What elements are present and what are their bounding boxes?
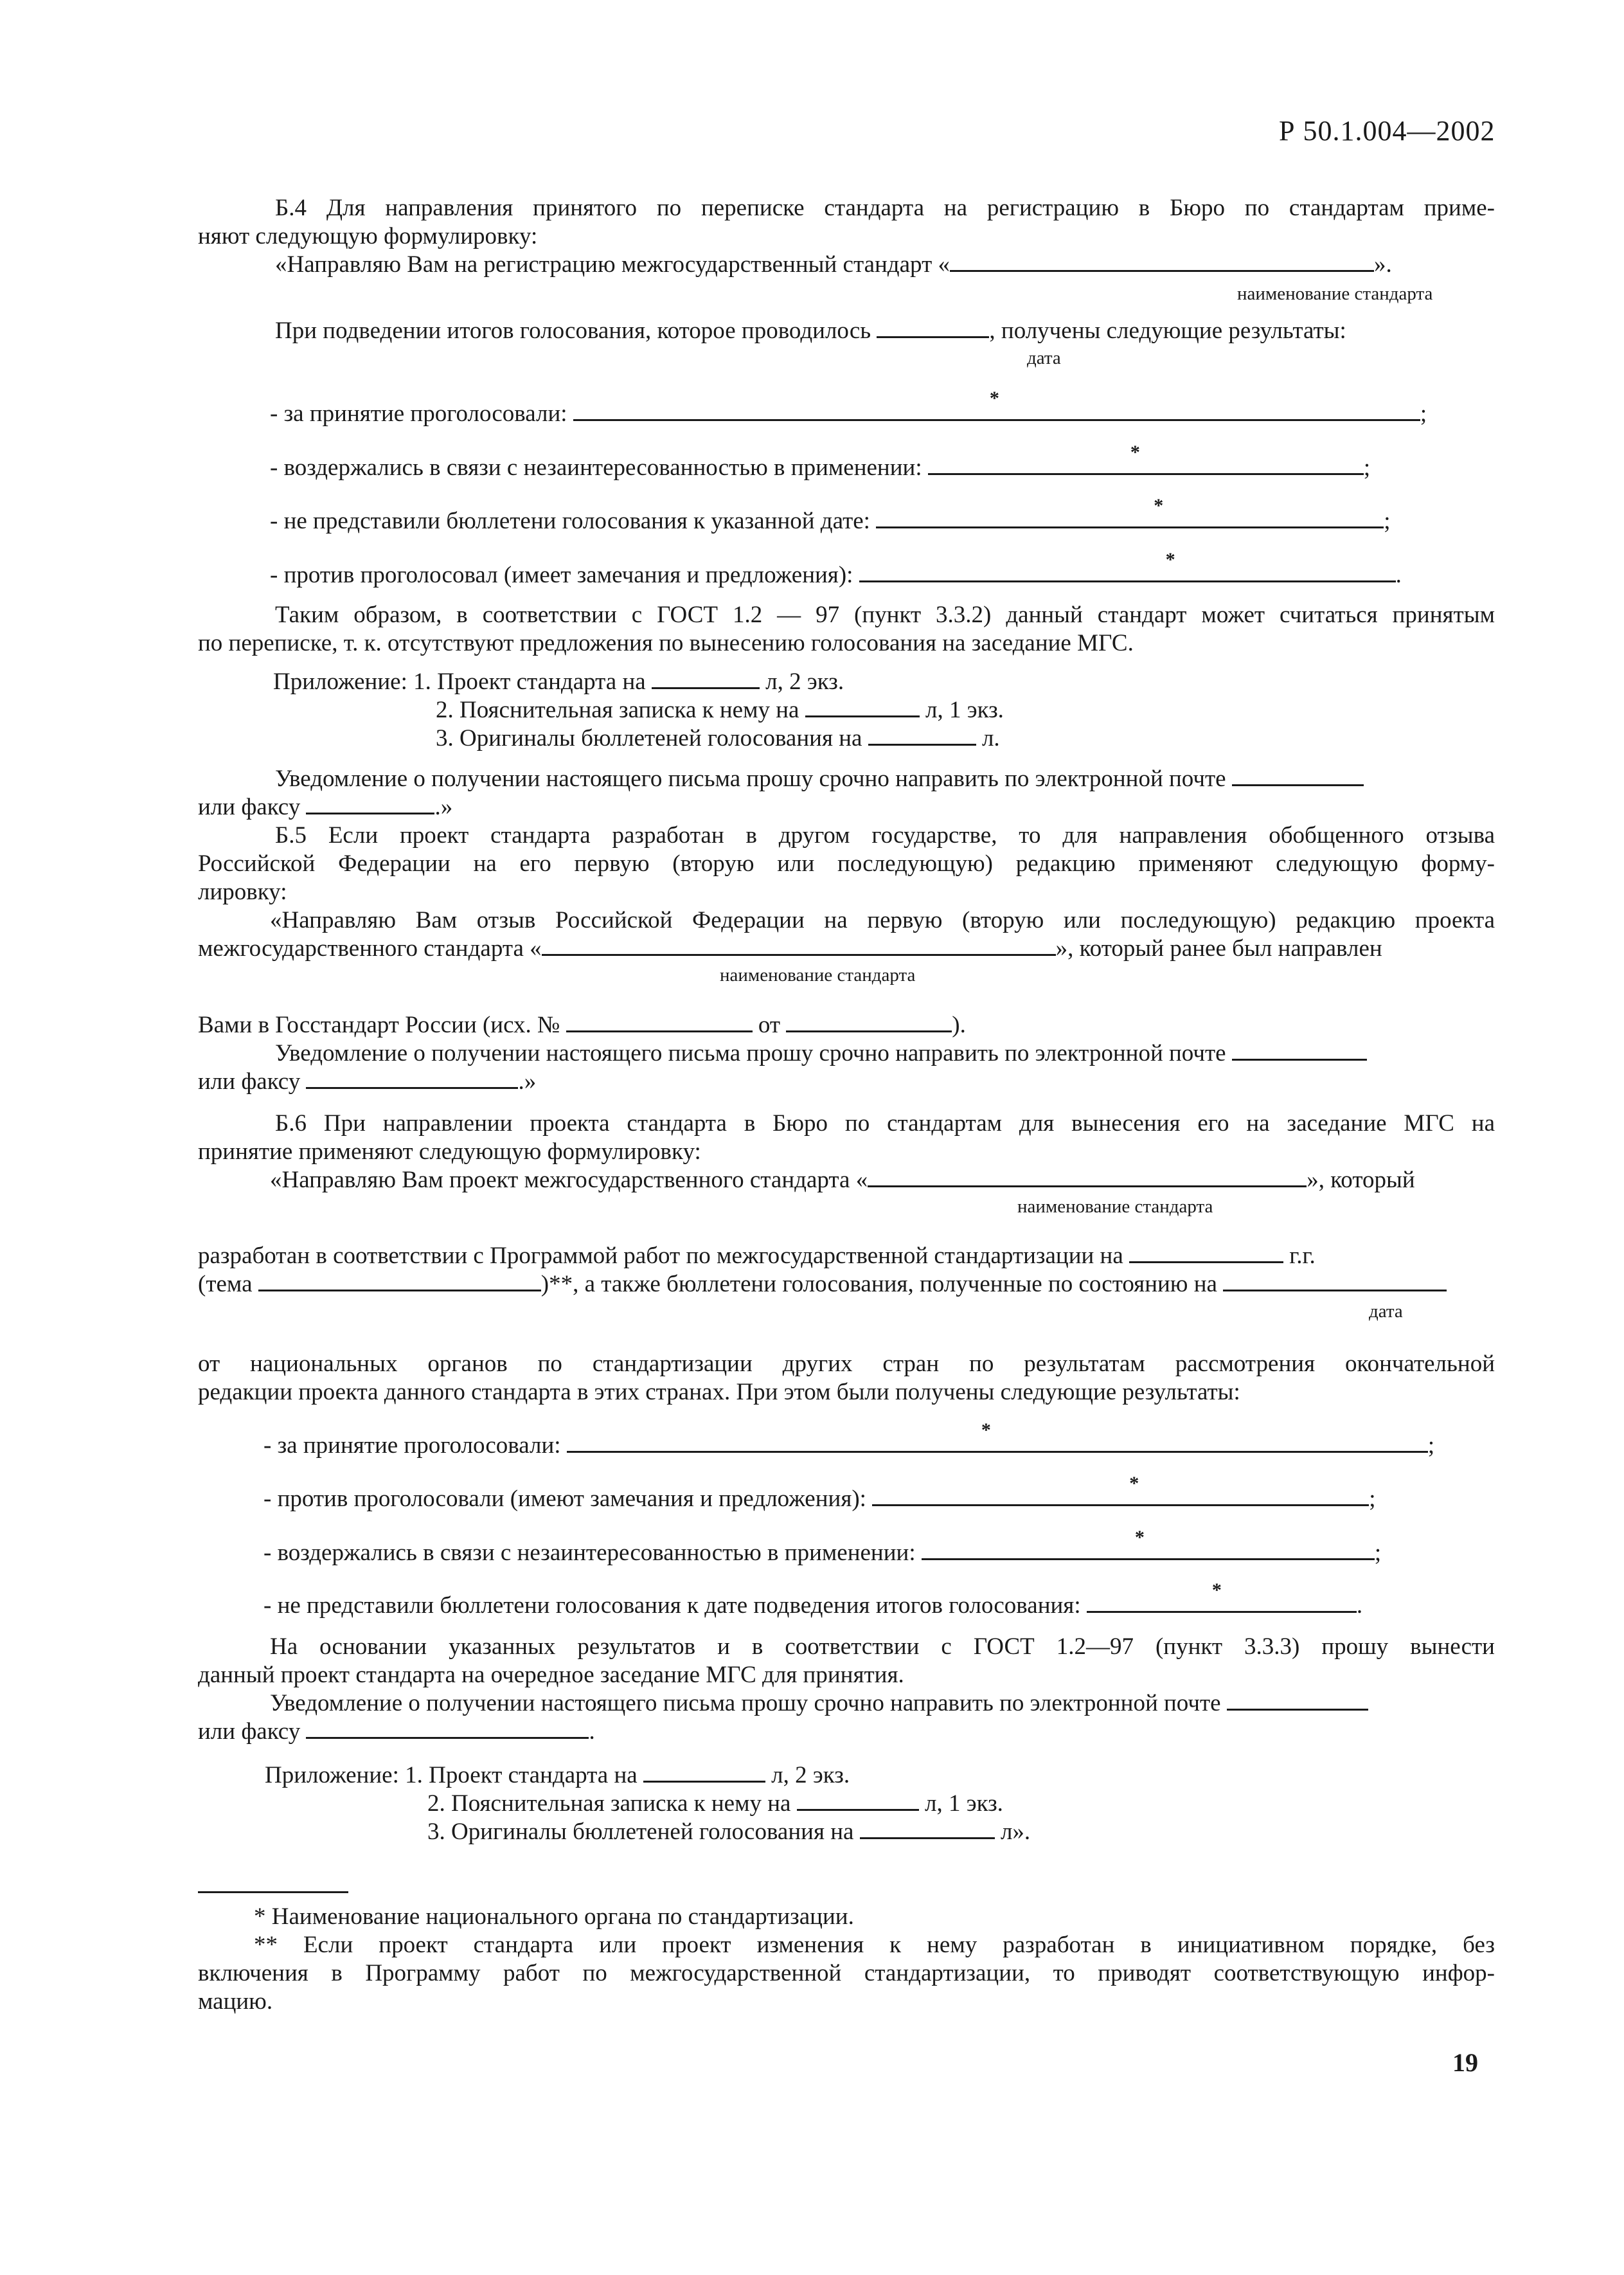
fax-field[interactable] (306, 1718, 589, 1739)
b4-formula-text: «Направляю Вам на регистрацию межгосударственный стандарт « (275, 251, 950, 278)
appendix-label: Приложение: (273, 669, 407, 695)
b6-result-abstain (263, 1527, 1382, 1567)
appendix-pages-field[interactable] (643, 1761, 765, 1783)
notice-fax-label: или факсу (198, 1068, 301, 1095)
b5-sent-text: Вами в Госстандарт России (исх. № (198, 1012, 560, 1038)
footnote-marker: * (1165, 549, 1175, 570)
b6-appendix-3 (427, 1818, 1030, 1846)
b6-result-no-ballot-field[interactable] (1087, 1579, 1357, 1613)
b6-standard-name-field[interactable] (868, 1166, 1307, 1187)
b4-result-against-field[interactable] (859, 549, 1396, 582)
b4-caption-date: дата (1027, 348, 1061, 368)
b6-formula-line (270, 1166, 1415, 1194)
outgoing-number-field[interactable] (566, 1011, 753, 1032)
notice-text: Уведомление о получении настоящего письма прошу срочно направить по электронной почте (275, 766, 1226, 792)
b5-intro-line2: Российской Федерации на его первую (вторую или последующую) редакцию применяют следующую форму- (198, 850, 1495, 877)
b5-notice-line2 (198, 1068, 536, 1096)
footnote-marker: * (1154, 495, 1164, 516)
period: . (589, 1718, 595, 1745)
period: . (1356, 1592, 1363, 1619)
outgoing-date-field[interactable] (786, 1011, 952, 1032)
b4-standard-name-field[interactable] (950, 251, 1374, 272)
appendix-item-text: 3. Оригиналы бюллетеней голосования на (436, 725, 862, 751)
b5-formula-end: », который ранее был направлен (1055, 935, 1382, 962)
b6-program-years-suffix: г.г. (1289, 1243, 1316, 1269)
fax-field[interactable] (306, 793, 434, 814)
b6-topic-text: )**, а также бюллетени голосования, полученные по состоянию на (540, 1271, 1217, 1297)
appendix-item-suffix: л». (1000, 1819, 1031, 1845)
page-number: 19 (1452, 2048, 1478, 2077)
semicolon: ; (1420, 400, 1427, 427)
b4-result-abstain (270, 442, 1371, 482)
b4-voting-date-field[interactable] (877, 317, 989, 338)
appendix-item-text: 2. Пояснительная записка к нему на (436, 697, 799, 723)
b4-result-against-label: - против проголосовал (имеет замечания и предложения): (270, 562, 853, 588)
notice-text: Уведомление о получении настоящего письма прошу срочно направить по электронной почте (270, 1690, 1221, 1716)
footnote-marker: * (1130, 442, 1140, 463)
footnote-separator (198, 1891, 348, 1893)
b6-result-abstain-field[interactable] (922, 1527, 1375, 1560)
b6-result-against-field[interactable] (872, 1473, 1369, 1506)
b4-conclusion-line1: Таким образом, в соответствии с ГОСТ 1.2 — 97 (пункт 3.3.2) данный стандарт может считаться принятым (275, 602, 1495, 628)
closing-quote: .» (518, 1068, 537, 1095)
b4-result-abstain-label: - воздержались в связи с незаинтересованностью в применении: (270, 454, 922, 481)
b6-result-against (263, 1473, 1376, 1513)
b5-standard-name-field[interactable] (542, 935, 1056, 956)
b6-appendix-1 (265, 1761, 850, 1790)
b4-notice-line2 (198, 793, 452, 822)
b6-topic-line (198, 1270, 1447, 1299)
email-field[interactable] (1232, 765, 1364, 786)
b6-result-for-field[interactable] (567, 1419, 1428, 1453)
b6-ballot-date-field[interactable] (1223, 1270, 1447, 1291)
b4-caption-standard-name: наименование стандарта (1237, 283, 1433, 304)
appendix-pages-field[interactable] (860, 1818, 995, 1839)
semicolon: ; (1369, 1486, 1376, 1512)
b4-formula-end: ». (1373, 251, 1392, 278)
b6-result-abstain-label: - воздержались в связи с незаинтересованностью в применении: (263, 1540, 916, 1566)
appendix-item-suffix: л. (981, 725, 1000, 751)
b4-result-for (270, 388, 1427, 428)
closing-quote: .» (434, 794, 453, 820)
b6-result-no-ballot-label: - не представили бюллетени голосования к дате подведения итогов голосования: (263, 1592, 1081, 1619)
b5-notice-line1 (275, 1039, 1367, 1068)
footnote-1: * Наименование национального органа по стандартизации. (254, 1903, 854, 1930)
b4-intro-line2: няют следующую формулировку: (198, 223, 538, 249)
b4-result-for-label: - за принятие проголосовали: (270, 400, 567, 427)
b5-caption-standard-name: наименование стандарта (720, 965, 916, 985)
b4-formula-line (275, 251, 1392, 279)
b4-result-no-ballot (270, 495, 1391, 535)
b5-formula-text: межгосударственного стандарта « (198, 935, 542, 962)
b6-result-against-label: - против проголосовали (имеют замечания и предложения): (263, 1486, 866, 1512)
b6-basis-line1: На основании указанных результатов и в соответствии с ГОСТ 1.2—97 (пункт 3.3.3) прошу вынести (270, 1633, 1495, 1660)
b4-intro-line1: Б.4 Для направления принятого по переписке стандарта на регистрацию в Бюро по стандартам приме- (275, 195, 1495, 221)
b6-result-no-ballot (263, 1579, 1363, 1620)
b4-appendix-1 (273, 668, 844, 696)
appendix-item-suffix: л, 1 экз. (925, 697, 1004, 723)
b5-formula-line1: «Направляю Вам отзыв Российской Федерации на первую (вторую или последующую) редакцию проекта (270, 907, 1495, 933)
b5-intro-line1: Б.5 Если проект стандарта разработан в другом государстве, то для направления обобщенного отзыва (275, 822, 1495, 849)
footnote-2-line2: включения в Программу работ по межгосударственной стандартизации, то приводят соответствующую инфор- (198, 1960, 1495, 1986)
b4-conclusion-line2: по переписке, т. к. отсутствуют предложения по вынесению голосования на заседание МГС. (198, 630, 1134, 656)
b4-voting-text-end: , получены следующие результаты: (989, 318, 1346, 344)
b5-formula-line2 (198, 935, 1382, 963)
topic-field[interactable] (258, 1270, 541, 1291)
notice-text: Уведомление о получении настоящего письма прошу срочно направить по электронной почте (275, 1040, 1226, 1066)
b5-sent-line (198, 1011, 966, 1039)
b6-formula-end: », который (1307, 1167, 1415, 1193)
b6-intro-line1: Б.6 При направлении проекта стандарта в Бюро по стандартам для вынесения его на заседание МГС на (275, 1110, 1495, 1137)
document-number: Р 50.1.004—2002 (1279, 115, 1495, 147)
footnote-2-line3: мацию. (198, 1988, 273, 2015)
b4-result-abstain-field[interactable] (928, 442, 1364, 475)
program-years-field[interactable] (1129, 1242, 1283, 1263)
b6-body-line1: от национальных органов по стандартизации других стран по результатам рассмотрения окончательной (198, 1351, 1495, 1377)
notice-fax-label: или факсу (198, 794, 301, 820)
semicolon: ; (1427, 1432, 1435, 1459)
b4-voting-line (275, 317, 1346, 345)
b5-sent-end: ). (952, 1012, 966, 1038)
b4-voting-text: При подведении итогов голосования, которое проводилось (275, 318, 871, 344)
appendix-item-text: 2. Пояснительная записка к нему на (427, 1790, 791, 1817)
footnote-marker: * (1211, 1579, 1222, 1601)
notice-fax-label: или факсу (198, 1718, 301, 1745)
appendix-pages-field[interactable] (797, 1790, 919, 1811)
b5-intro-line3: лировку: (198, 879, 287, 905)
footnote-marker: * (981, 1419, 991, 1441)
appendix-item-text: 1. Проект стандарта на (405, 1762, 638, 1788)
b6-body-line2: редакции проекта данного стандарта в этих странах. При этом были получены следующие результаты: (198, 1379, 1240, 1405)
b5-sent-from: от (758, 1012, 781, 1038)
appendix-pages-field[interactable] (652, 668, 760, 689)
email-field[interactable] (1232, 1039, 1367, 1061)
appendix-pages-field[interactable] (805, 696, 920, 717)
b6-appendix-2 (427, 1790, 1003, 1818)
b4-result-no-ballot-field[interactable] (876, 495, 1384, 528)
b6-topic-label: (тема (198, 1271, 253, 1297)
b6-program-text: разработан в соответствии с Программой работ по межгосударственной стандартизации на (198, 1243, 1123, 1269)
footnote-marker: * (1129, 1473, 1139, 1494)
appendix-item-suffix: л, 2 экз. (771, 1762, 850, 1788)
b4-notice-line1 (275, 765, 1364, 793)
b4-appendix-3 (436, 724, 1000, 753)
b4-result-no-ballot-label: - не представили бюллетени голосования к указанной дате: (270, 508, 870, 534)
appendix-item-text: 3. Оригиналы бюллетеней голосования на (427, 1819, 854, 1845)
appendix-pages-field[interactable] (868, 724, 976, 746)
b4-appendix-2 (436, 696, 1004, 724)
appendix-item-suffix: л, 2 экз. (765, 669, 844, 695)
footnote-marker: * (1134, 1527, 1145, 1548)
b6-basis-line2: данный проект стандарта на очередное заседание МГС для принятия. (198, 1662, 904, 1688)
email-field[interactable] (1227, 1689, 1368, 1711)
b6-intro-line2: принятие применяют следующую формулировку: (198, 1138, 701, 1165)
b6-result-for (263, 1419, 1435, 1460)
b6-notice-line1 (270, 1689, 1368, 1718)
semicolon: ; (1374, 1540, 1382, 1566)
b4-result-for-field[interactable] (573, 388, 1420, 421)
b6-formula-text: «Направляю Вам проект межгосударственного стандарта « (270, 1167, 868, 1193)
b6-caption-date: дата (1369, 1301, 1403, 1322)
semicolon: ; (1384, 508, 1391, 534)
b4-result-against (270, 549, 1402, 589)
footnote-marker: * (989, 388, 999, 409)
semicolon: ; (1363, 454, 1371, 481)
b6-program-line (198, 1242, 1316, 1270)
b6-caption-standard-name: наименование стандарта (1017, 1196, 1213, 1217)
b6-result-for-label: - за принятие проголосовали: (263, 1432, 561, 1459)
appendix-label: Приложение: (265, 1762, 399, 1788)
appendix-item-suffix: л, 1 экз. (924, 1790, 1003, 1817)
appendix-item-text: 1. Проект стандарта на (413, 669, 646, 695)
fax-field[interactable] (306, 1068, 518, 1089)
b6-notice-line2 (198, 1718, 595, 1746)
period: . (1395, 562, 1402, 588)
footnote-2-line1: ** Если проект стандарта или проект изменения к нему разработан в инициативном порядке, без (254, 1932, 1495, 1958)
